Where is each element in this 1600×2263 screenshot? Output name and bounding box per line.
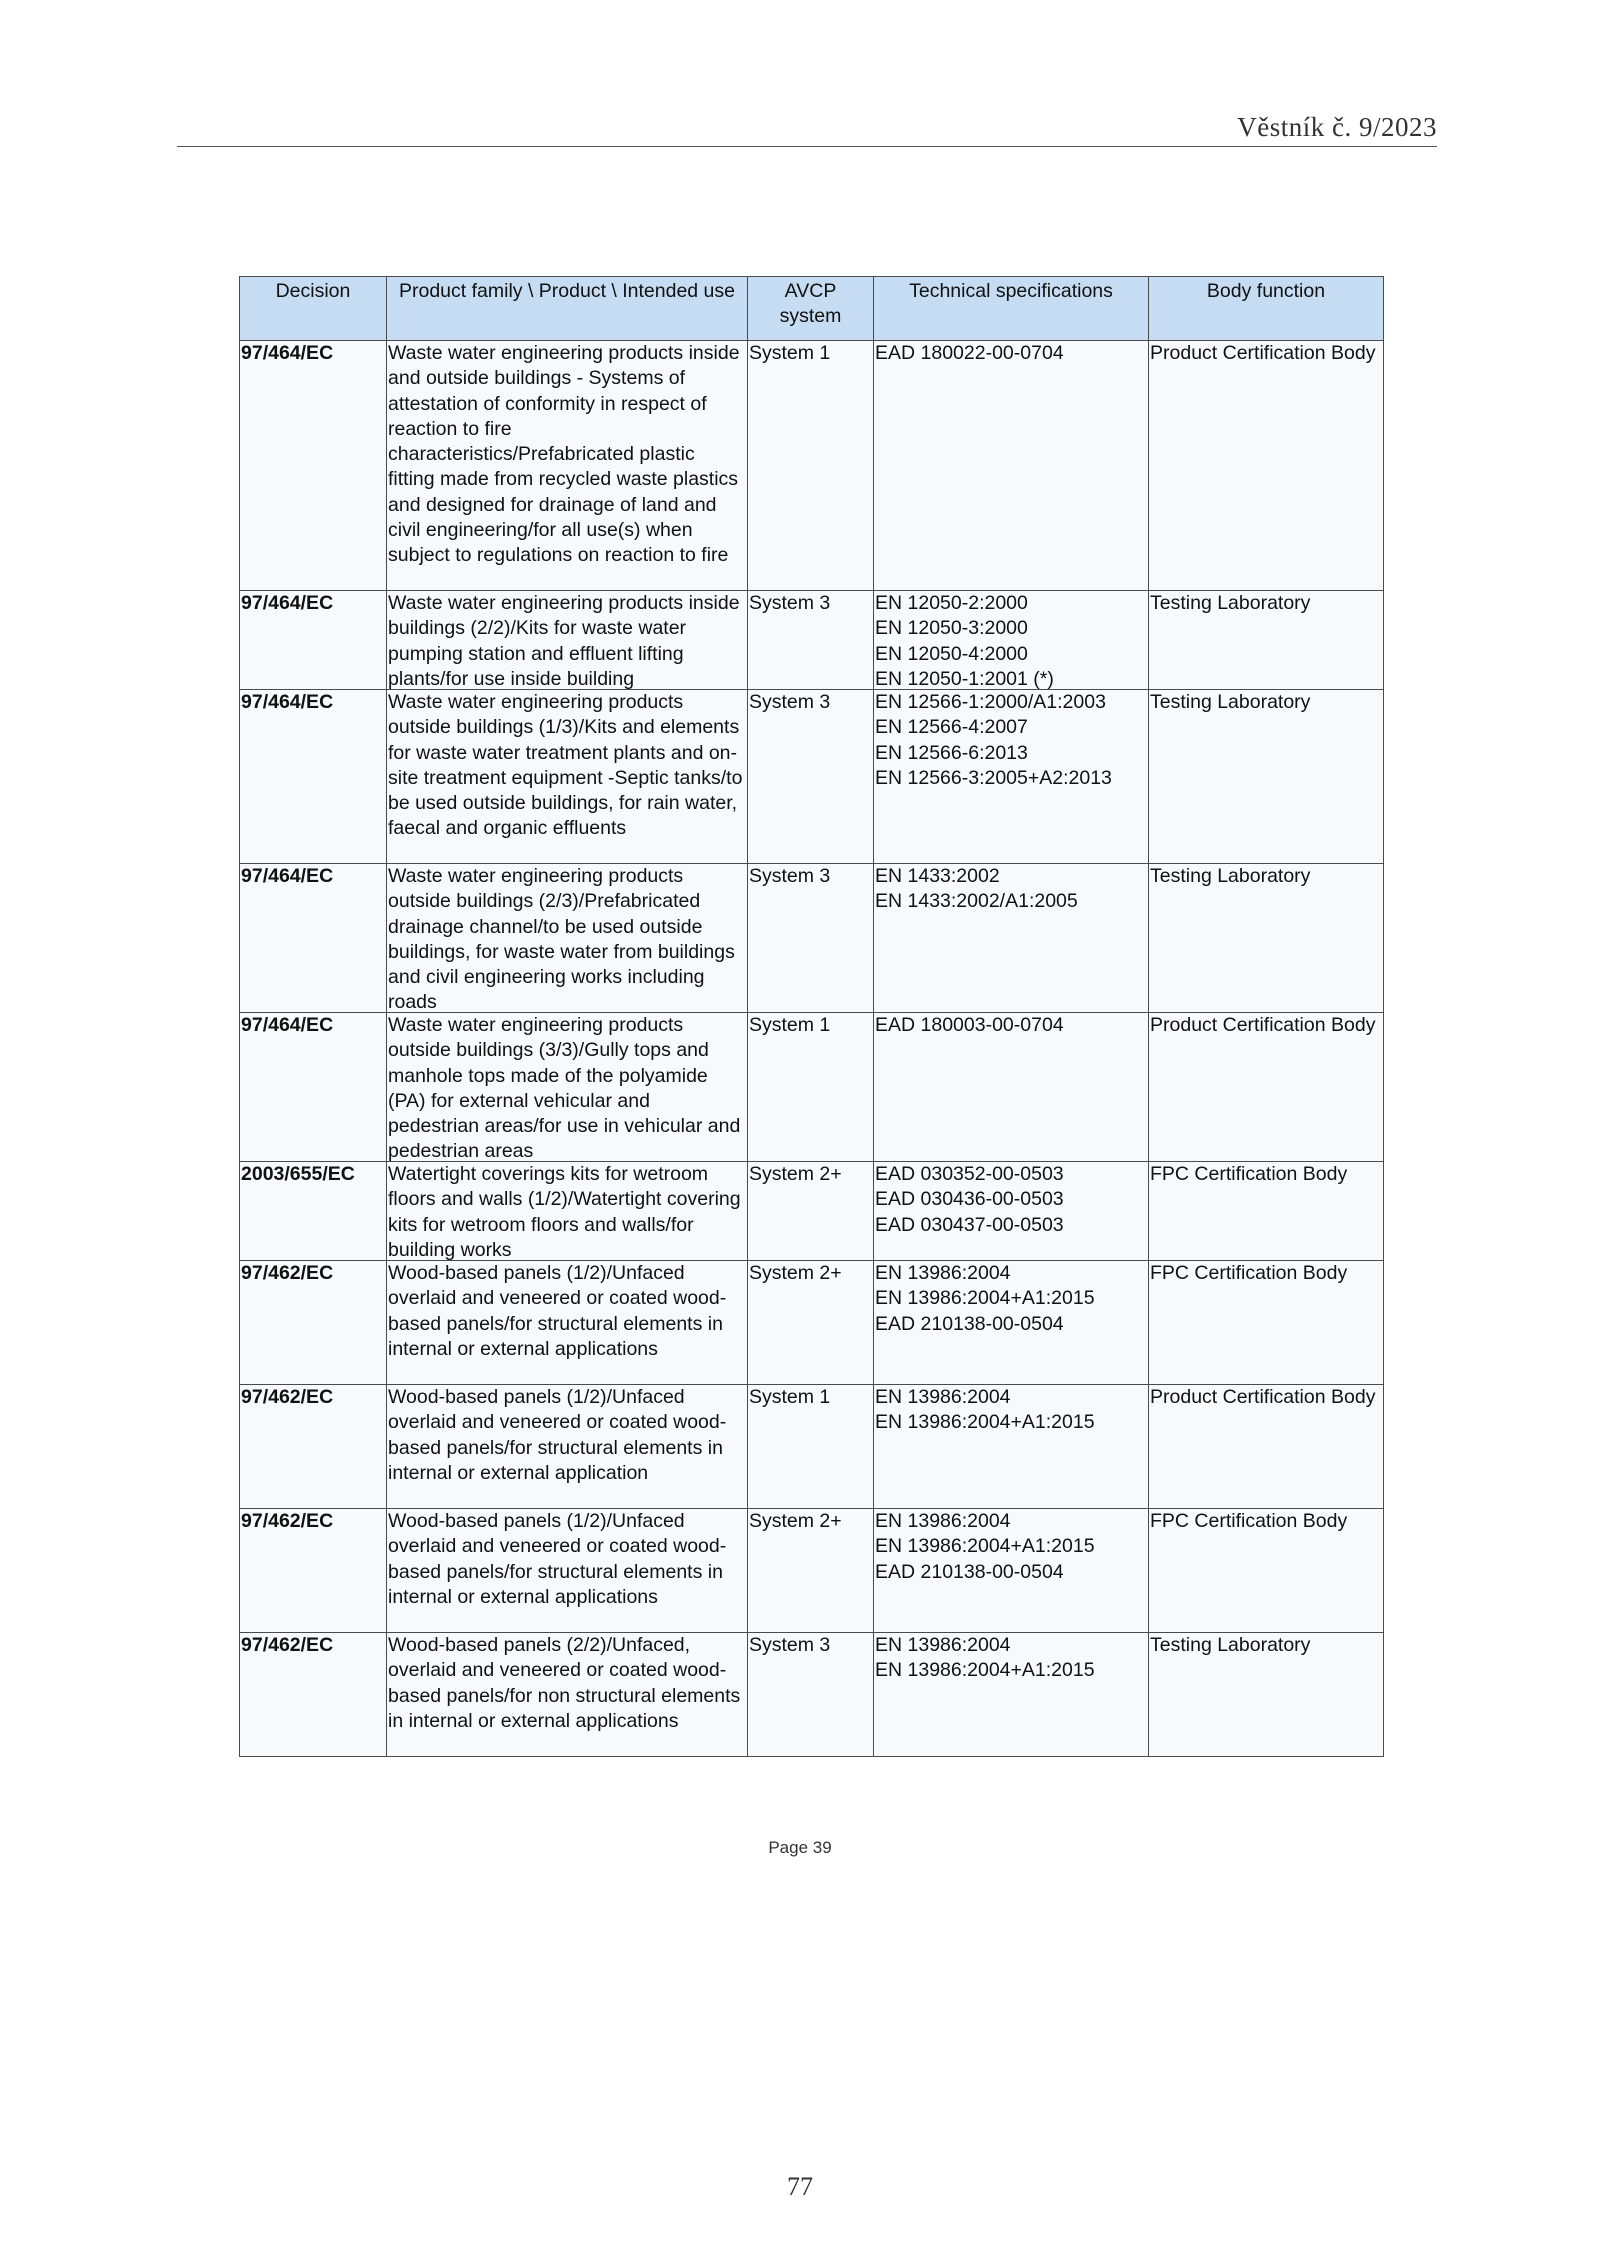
- specs-list: [875, 1013, 1147, 1038]
- product-cell-text: Waste water engineering products outside buildings (2/3)/Prefabricated drainage channel/to be used outside buildings, for waste water from buildings and civil engineering works including roads: [388, 865, 735, 1012]
- specs-list: [875, 1162, 1147, 1238]
- decision-cell-text: 97/464/EC: [241, 1014, 334, 1036]
- specs-cell: [874, 690, 1149, 864]
- body-function-cell-text: Product Certification Body: [1150, 342, 1376, 364]
- avcp-cell: [748, 690, 874, 864]
- specs-cell: [874, 1162, 1149, 1261]
- specs-cell: [874, 591, 1149, 690]
- table-row: [240, 1633, 1384, 1757]
- avcp-cell-text: System 1: [749, 342, 831, 364]
- specs-cell: [874, 1509, 1149, 1633]
- decision-cell-text: 97/464/EC: [241, 691, 334, 713]
- column-header-avcp: AVCP system: [748, 277, 874, 341]
- spec-line: EN 13986:2004+A1:2015: [875, 1659, 1095, 1682]
- decision-cell-text: 97/462/EC: [241, 1386, 334, 1408]
- specs-list: [875, 1633, 1147, 1684]
- decision-cell: [240, 1385, 387, 1509]
- column-header-decision: Decision: [240, 277, 387, 341]
- avcp-cell: [748, 1162, 874, 1261]
- decision-cell-text: 97/464/EC: [241, 592, 334, 614]
- column-header-product: Product family \ Product \ Intended use: [387, 277, 748, 341]
- spec-line: EN 12566-3:2005+A2:2013: [875, 766, 1112, 789]
- avcp-cell-text: System 1: [749, 1014, 831, 1036]
- page-note: Page 39: [768, 1838, 832, 1857]
- body-function-cell: [1149, 1509, 1384, 1633]
- product-cell-text: Wood-based panels (2/2)/Unfaced, overlaid and veneered or coated wood-based panels/for non structural elements in internal or external applications: [388, 1634, 741, 1732]
- product-cell: [387, 1162, 748, 1261]
- product-cell: [387, 690, 748, 864]
- spec-line: EN 1433:2002: [875, 865, 1000, 887]
- spec-line: EN 12050-2:2000: [875, 592, 1028, 614]
- spec-line: EN 12050-3:2000: [875, 617, 1028, 640]
- spec-line: EN 13986:2004+A1:2015: [875, 1535, 1095, 1558]
- decision-cell: [240, 690, 387, 864]
- avcp-cell-text: System 2+: [749, 1262, 842, 1284]
- table-row: [240, 1385, 1384, 1509]
- decision-cell-text: 97/462/EC: [241, 1262, 334, 1284]
- avcp-cell-text: System 3: [749, 865, 831, 887]
- specs-cell: [874, 1261, 1149, 1385]
- table-row: [240, 690, 1384, 864]
- avcp-cell-text: System 2+: [749, 1510, 842, 1532]
- decision-cell-text: 97/462/EC: [241, 1510, 334, 1532]
- spec-line: EN 13986:2004: [875, 1386, 1011, 1408]
- product-cell-text: Waste water engineering products inside buildings (2/2)/Kits for waste water pumping station and effluent lifting plants/for use inside building: [388, 592, 740, 689]
- product-cell-text: Wood-based panels (1/2)/Unfaced overlaid and veneered or coated wood-based panels/for structural elements in internal or external applications: [388, 1510, 727, 1608]
- specs-list: [875, 690, 1147, 791]
- specs-cell: [874, 864, 1149, 1013]
- decision-cell-text: 2003/655/EC: [241, 1163, 355, 1185]
- spec-line: EN 12566-1:2000/A1:2003: [875, 691, 1106, 713]
- decision-cell: [240, 341, 387, 591]
- spec-line: EN 12566-4:2007: [875, 716, 1028, 739]
- body-function-cell: [1149, 864, 1384, 1013]
- body-function-cell: [1149, 1013, 1384, 1162]
- column-header-body: Body function: [1149, 277, 1384, 341]
- body-function-cell-text: Product Certification Body: [1150, 1014, 1376, 1036]
- product-cell-text: Wood-based panels (1/2)/Unfaced overlaid and veneered or coated wood-based panels/for structural elements in internal or external application: [388, 1386, 727, 1484]
- spec-line: EN 1433:2002/A1:2005: [875, 890, 1078, 913]
- avcp-cell: [748, 1385, 874, 1509]
- decision-cell: [240, 1162, 387, 1261]
- decision-cell-text: 97/464/EC: [241, 865, 334, 887]
- table-row: [240, 591, 1384, 690]
- table-row: [240, 864, 1384, 1013]
- decision-cell: [240, 1261, 387, 1385]
- avcp-cell: [748, 341, 874, 591]
- avcp-cell-text: System 1: [749, 1386, 831, 1408]
- specs-list: [875, 591, 1147, 689]
- table-row: [240, 341, 1384, 591]
- avcp-cell: [748, 1633, 874, 1757]
- body-function-cell-text: FPC Certification Body: [1150, 1163, 1348, 1185]
- product-cell-text: Waste water engineering products inside and outside buildings - Systems of attestation of conformity in respect of reaction to fire characteristics/Prefabricated plastic fitting made from recycled waste plastics and designed for drainage of land and civil engineering/for all use(s) when subject to regulations on reaction to fire: [388, 342, 740, 567]
- spec-line: EAD 180003-00-0704: [875, 1014, 1064, 1036]
- spec-line: EN 12050-4:2000: [875, 642, 1028, 665]
- decision-cell: [240, 591, 387, 690]
- spec-line: EN 13986:2004: [875, 1262, 1011, 1284]
- product-cell: [387, 1261, 748, 1385]
- product-cell: [387, 864, 748, 1013]
- body-function-cell-text: FPC Certification Body: [1150, 1262, 1348, 1284]
- table-row: [240, 1013, 1384, 1162]
- header-divider: [177, 146, 1437, 147]
- table-body: [240, 341, 1384, 1757]
- decision-cell-text: 97/462/EC: [241, 1634, 334, 1656]
- decision-cell-text: 97/464/EC: [241, 342, 334, 364]
- column-header-specs: Technical specifications: [874, 277, 1149, 341]
- product-table-container: [239, 276, 1383, 1757]
- avcp-cell: [748, 1261, 874, 1385]
- avcp-cell: [748, 864, 874, 1013]
- body-function-cell: [1149, 690, 1384, 864]
- body-function-cell-text: Testing Laboratory: [1150, 1634, 1311, 1656]
- spec-line: EAD 210138-00-0504: [875, 1560, 1064, 1583]
- decision-cell: [240, 864, 387, 1013]
- body-function-cell-text: FPC Certification Body: [1150, 1510, 1348, 1532]
- spec-line: EAD 030436-00-0503: [875, 1188, 1064, 1211]
- specs-cell: [874, 1633, 1149, 1757]
- body-function-cell: [1149, 341, 1384, 591]
- product-cell: [387, 1385, 748, 1509]
- product-cell: [387, 341, 748, 591]
- spec-line: EAD 030437-00-0503: [875, 1213, 1064, 1236]
- avcp-cell-text: System 3: [749, 691, 831, 713]
- product-cell: [387, 1013, 748, 1162]
- spec-line: EN 13986:2004+A1:2015: [875, 1287, 1095, 1310]
- specs-cell: [874, 1385, 1149, 1509]
- body-function-cell-text: Testing Laboratory: [1150, 865, 1311, 887]
- product-cell-text: Watertight coverings kits for wetroom floors and walls (1/2)/Watertight covering kits for wetroom floors and walls/for building works: [388, 1163, 741, 1260]
- spec-line: EN 12050-1:2001 (*): [875, 667, 1054, 689]
- avcp-cell: [748, 1509, 874, 1633]
- specs-cell: [874, 1013, 1149, 1162]
- spec-line: EAD 180022-00-0704: [875, 342, 1064, 364]
- avcp-cell-text: System 2+: [749, 1163, 842, 1185]
- product-cell-text: Waste water engineering products outside buildings (1/3)/Kits and elements for waste water treatment plants and on-site treatment equipment -Septic tanks/to be used outside buildings, for rain water, faecal and organic effluents: [388, 691, 743, 840]
- avcp-cell: [748, 1013, 874, 1162]
- spec-line: EAD 030352-00-0503: [875, 1163, 1064, 1185]
- spec-line: EN 13986:2004+A1:2015: [875, 1411, 1095, 1434]
- body-function-cell-text: Testing Laboratory: [1150, 592, 1311, 614]
- specs-list: [875, 341, 1147, 366]
- specs-list: [875, 1509, 1147, 1585]
- specs-list: [875, 1261, 1147, 1337]
- body-function-cell: [1149, 1633, 1384, 1757]
- product-cell-text: Waste water engineering products outside buildings (3/3)/Gully tops and manhole tops made of the polyamide (PA) for external vehicular and pedestrian areas/for use in vehicular and pedestrian areas: [388, 1014, 741, 1161]
- product-cell: [387, 1633, 748, 1757]
- body-function-cell: [1149, 1162, 1384, 1261]
- body-function-cell: [1149, 591, 1384, 690]
- table-row: [240, 1162, 1384, 1261]
- body-function-cell: [1149, 1261, 1384, 1385]
- decision-cell: [240, 1013, 387, 1162]
- spec-line: EN 13986:2004: [875, 1634, 1011, 1656]
- avcp-cell-text: System 3: [749, 1634, 831, 1656]
- spec-line: EAD 210138-00-0504: [875, 1312, 1064, 1335]
- avcp-cell-text: System 3: [749, 592, 831, 614]
- specs-list: [875, 864, 1147, 915]
- specs-cell: [874, 341, 1149, 591]
- body-function-cell-text: Testing Laboratory: [1150, 691, 1311, 713]
- spec-line: EN 12566-6:2013: [875, 741, 1028, 764]
- body-function-cell-text: Product Certification Body: [1150, 1386, 1376, 1408]
- table-row: [240, 1509, 1384, 1633]
- product-cell: [387, 591, 748, 690]
- product-cell-text: Wood-based panels (1/2)/Unfaced overlaid and veneered or coated wood-based panels/for structural elements in internal or external applications: [388, 1262, 727, 1360]
- product-table: [239, 276, 1384, 1757]
- decision-cell: [240, 1633, 387, 1757]
- decision-cell: [240, 1509, 387, 1633]
- spec-line: EN 13986:2004: [875, 1510, 1011, 1532]
- avcp-cell: [748, 591, 874, 690]
- table-row: [240, 1261, 1384, 1385]
- product-cell: [387, 1509, 748, 1633]
- page-number: 77: [787, 2172, 813, 2201]
- body-function-cell: [1149, 1385, 1384, 1509]
- bulletin-title: Věstník č. 9/2023: [1237, 112, 1437, 142]
- specs-list: [875, 1385, 1147, 1436]
- table-header-row: [240, 277, 1384, 341]
